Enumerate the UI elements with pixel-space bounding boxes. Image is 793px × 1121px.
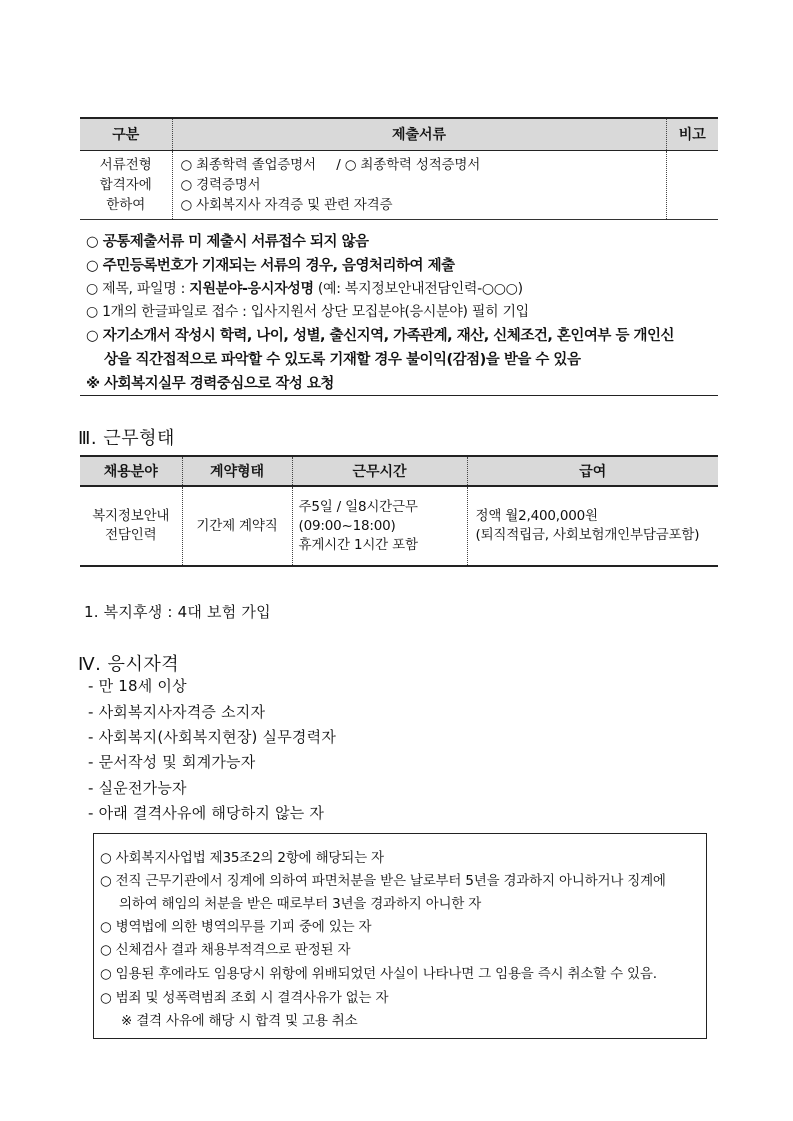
documents-table bbox=[80, 117, 718, 220]
category-cell bbox=[80, 150, 172, 219]
field-line: 전담인력 bbox=[105, 527, 157, 543]
disqualification-note: ※ 결격 사유에 해당 시 합격 및 고용 취소 bbox=[121, 1013, 358, 1029]
disqualification-item: ○ 전직 근무기관에서 징계에 의하여 파면처분을 받은 날로부터 5년을 경과하지 아니하거나 징계에 bbox=[100, 873, 666, 889]
list-item: - 문서작성 및 회계가능자 bbox=[88, 753, 256, 771]
header-documents: 제출서류 bbox=[172, 118, 666, 150]
note-file-title-example: (예: 복지정보안내전담인력-○○○) bbox=[313, 281, 523, 297]
document-item: ○ 사회복지사 자격증 및 관련 자격증 bbox=[180, 196, 393, 213]
note-single-file: ○ 1개의 한글파일로 접수 : 입사지원서 상단 모집분야(응시분야) 필히 기입 bbox=[86, 304, 529, 320]
note-file-title bbox=[86, 278, 523, 298]
salary-line: (퇴직적립금, 사회보험개인부담금포함) bbox=[475, 527, 700, 543]
header-salary: 급여 bbox=[467, 456, 718, 486]
header-hours: 근무시간 bbox=[292, 456, 467, 486]
table-row bbox=[80, 486, 718, 566]
disqualification-item: 의하여 해임의 처분을 받은 때로부터 3년을 경과하지 아니한 자 bbox=[119, 896, 482, 912]
note-self-intro-line1: ○ 자기소개서 작성시 학력, 나이, 성별, 출신지역, 가족관계, 재산, 신체조건, 혼인여부 등 개인신 bbox=[86, 328, 675, 344]
note-experience: ※ 사회복지실무 경력중심으로 작성 요청 bbox=[86, 376, 334, 392]
section-title-qualifications: Ⅳ. 응시자격 bbox=[78, 654, 180, 675]
field-cell bbox=[80, 486, 182, 566]
note-file-title-prefix: ○ 제목, 파일명 : bbox=[86, 281, 190, 297]
header-remark: 비고 bbox=[666, 118, 718, 150]
remark-cell bbox=[666, 150, 718, 219]
list-item: - 사회복지사자격증 소지자 bbox=[88, 703, 266, 721]
list-item: - 만 18세 이상 bbox=[88, 677, 187, 695]
disqualification-item: ○ 사회복지사업법 제35조2의 2항에 해당되는 자 bbox=[100, 850, 384, 866]
document-item: ○ 최종학력 졸업증명서 / ○ 최종학력 성적증명서 bbox=[180, 156, 481, 173]
category-line: 한하여 bbox=[106, 196, 146, 213]
field-line: 복지정보안내 bbox=[92, 508, 170, 524]
documents-table-header bbox=[80, 118, 718, 150]
note-common-docs: ○ 공통제출서류 미 제출시 서류접수 되지 않음 bbox=[86, 234, 369, 250]
salary-line: 정액 월2,400,000원 bbox=[475, 508, 598, 524]
salary-cell bbox=[467, 486, 718, 566]
table-row bbox=[80, 150, 718, 219]
list-item: - 사회복지(사회복지현장) 실무경력자 bbox=[88, 728, 337, 746]
list-item: - 실운전가능자 bbox=[88, 779, 187, 797]
disqualification-item: ○ 병역법에 의한 병역의무를 기피 중에 있는 자 bbox=[100, 919, 372, 935]
hours-line: 주5일 / 일8시간근무 bbox=[298, 498, 418, 515]
note-id-masking: ○ 주민등록번호가 기재되는 서류의 경우, 음영처리하여 제출 bbox=[86, 258, 455, 274]
header-contract: 계약형태 bbox=[182, 456, 292, 486]
welfare-benefits: 1. 복지후생 : 4대 보험 가입 bbox=[84, 603, 271, 621]
note-self-intro-line2: 상을 직간접적으로 파악할 수 있도록 기재할 경우 불이익(감점)을 받을 수 있음 bbox=[104, 352, 581, 368]
section-title-work-type: Ⅲ. 근무형태 bbox=[78, 428, 175, 449]
hours-cell bbox=[292, 486, 467, 566]
document-item: ○ 경력증명서 bbox=[180, 176, 261, 193]
disqualification-item: ○ 임용된 후에라도 임용당시 위항에 위배되었던 사실이 나타나면 그 임용을 즉시 취소할 수 있음. bbox=[100, 966, 657, 982]
header-category: 구분 bbox=[80, 118, 172, 150]
disqualification-item: ○ 신체검사 결과 채용부적격으로 판정된 자 bbox=[100, 942, 351, 958]
divider bbox=[80, 395, 718, 396]
work-table-header bbox=[80, 456, 718, 486]
header-field: 채용분야 bbox=[80, 456, 182, 486]
note-file-title-format: 지원분야-응시자성명 bbox=[189, 281, 314, 297]
contract-cell: 기간제 계약직 bbox=[182, 486, 292, 566]
work-table bbox=[80, 455, 718, 567]
hours-line: 휴게시간 1시간 포함 bbox=[298, 536, 418, 553]
category-line: 합격자에 bbox=[99, 176, 152, 193]
disqualification-item: ○ 범죄 및 성폭력범죄 조회 시 결격사유가 없는 자 bbox=[100, 990, 389, 1006]
list-item: - 아래 결격사유에 해당하지 않는 자 bbox=[88, 804, 325, 822]
documents-cell bbox=[172, 150, 666, 219]
category-line: 서류전형 bbox=[99, 156, 152, 173]
hours-line: (09:00~18:00) bbox=[298, 517, 396, 534]
